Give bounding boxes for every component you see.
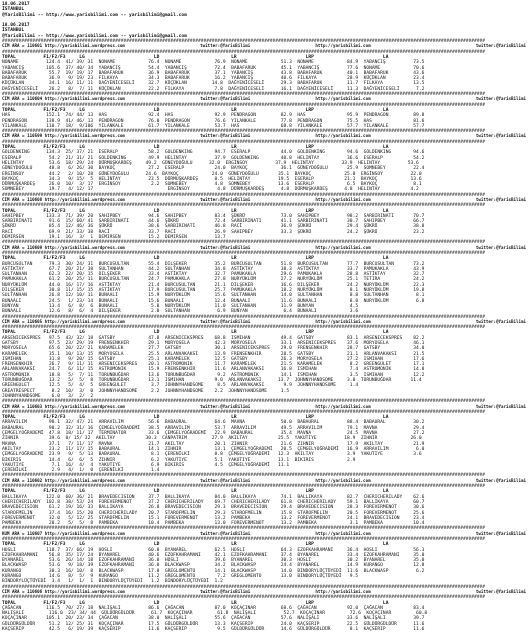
header-contact: @YarisBilimi -- http://www.yarisbilimi.com -- yarisbilimi@gmail.com [2, 12, 187, 18]
table-row: ZIHNIR 39.6 8/ 15/ 32 AKILTAY 30.3 CANPATRIM 27.9 AKILTAY 25.5 YAKUTIYE 18.9 ZIHNIR 26.0 [2, 436, 422, 442]
race-block [2, 399, 527, 473]
race-title: CIM ARA = 110608 http://yarisbilimi.wordpress.com twitter:@YarisBilimi http://yarisbilimi.com twitter:@YarisBilimi [2, 197, 527, 203]
table-row: GÜNEYDOĞULU 48.8 6/ 26/ 30 BAYKOÇ 27.2 ESERALP 24.0 BAYKOÇ 36.1 GÜNEYDOĞULU 25.9 SOMNEBEY 22.4 [2, 166, 425, 172]
table-row: MAVNA 37.1 7/ 11/ 17 MAVNA 21.7 AKILTAY 20.1 ZIHNIR 21.6 ZIHNIR 17.9 AKILTAY 21.9 [2, 441, 425, 447]
subheader-contact: @YarisBilimi -- http://www.yarisbilimi.com -- yarisbilimi@gmail.com [2, 33, 187, 39]
table-row: SOMNEBEY 19.7 4/ 12/ 17 ERGİNSOY 4.8 DÜRMUŞKARDEŞ 4.8 DÜRMUŞKARDEŞ 4.8 HELINTAY 4.2 [2, 187, 419, 193]
table-row: ŞÜKRÜ 85.4 12/ 46/ 36 ŞÜKRÜ 38.6 SARBIRINATI 46.8 RACİ 36.9 ŞÜKRÜ 29.4 ŞÜKRÜ 38.8 [2, 224, 425, 230]
table-row: KÜÇÜKLAN 34.1 16/ 11/ 11 DAĞYENİCESELİ 32.7 KÜÇÜKLAN 14.8 DAĞYENİCESELİ 29.3 BABAFARUK 11.7 FILKAYA 13.5 [2, 81, 425, 87]
table-row: BINDORYLÜÇTÜYEDİ 3.4 1/ 1/ 1 BINDORYLÜÇTÜYEDİ 1.2 BINDORYLÜÇTÜYEDİ 1.2 [2, 579, 223, 585]
table-row: BABAFARUK 55.7 19/ 19/ 17 BABAFARUK 36.9 BABAFARUK 37.1 YABANCIŞ 43.8 BABAFARUK 40.1 BABAFARUK 43.6 [2, 70, 425, 76]
column-headers: TOPAL F1/F2/F3 LG LD LR LRP LA [2, 145, 389, 151]
table-row: SULTANHAN 62.3 22/ 20/ 15 DILŞEKER 33.4 ASTİKTAY 32.7 PAMUKAKLA 29.6 PAMUKAKLA 28.8 ASTİKTAY 32.7 [2, 272, 425, 278]
table-row: SAHIPBEY 133.3 71/ 39/ 20 SAHIPBEY 94.6 SAHIPBEY 83.4 ŞÜKRÜ 73.0 SAHIPBEY 98.2 SARBIRINATI 70.7 [2, 213, 425, 219]
table-row: ÇEMGELYOĞRADEMİ 47.8 18/ 11/ 17 TERMINATOR 33.6 ÇEMGELYOĞRADEMİ 22.9 BABAURAL 35.4 MAVNA 24.5 MAVNA 27.2 [2, 431, 425, 437]
separator-line: ############################################################################################################################################################################### [2, 240, 486, 246]
table-row: PENDRAGON 138.9 41/ 46/ 13 PENDRAGON 76.0 PENDRAGON 76.6 YILANKALE 77.8 PENDRAGON 75.5 HAS 81.6 [2, 118, 425, 124]
race-title: CIM ARA = 110609 http://yarisbilimi.wordpress.com twitter:@YarisBilimi http://yarisbilimi.com twitter:@YarisBilimi [2, 245, 527, 251]
column-headers: TOPAL F1/F2/F3 LG LD LR LRP LA [2, 600, 389, 606]
table-row: YAKUTIYE 7.1 16/ 4/ 4 YAKUTIYE 6.9 BIKIRIS 4.5 ÇEMGELYOĞRADEMİ 11.1 [2, 462, 290, 468]
table-row: DILŞEKER 30.8 11/ 15/ 15 ASTİKTAY 17.9 BURCUSULTAN 25.7 PAMUKAKLA 18.2 NURYÜKLÜM 8.1 NURYÜKLÜM 19.8 [2, 288, 425, 294]
table-row: MORYOSELA 65.6 20/ 22/ 21 KARAMELEK 27.7 GATSBY 30.1 ARSENICEKSPRES 29.0 FRENSENKHIR 28.7 GATSBY 34.0 [2, 346, 425, 352]
table-row: KARAMELEK 35.1 10/ 13/ 15 MORYOSELA 25.5 ARLANVAKAKSI 13.9 FRENSENKHIR 28.5 GATSBY 21.1 ARLANVAKAKSI 21.5 [2, 351, 425, 357]
results-document [2, 2, 527, 632]
separator-line: ############################################################################################################################################################################### [2, 314, 486, 320]
table-row: ERGİNSOY 44.2 2/ 10/ 28 GÜNEYDOĞULU 24.6 BAYKOÇ 24.0 GÜNEYDOĞULU 35.1 BAYKOÇ 25.0 ERGİNSOY 22.0 [2, 171, 422, 177]
race-block [2, 473, 527, 526]
table-row: GREENGULET 12.5 5/ 4/ 5 GREENGULET 3.7 JOHNNYHANDSOME 8.5 ARLANVAKAKSI 9.9 JOHNNYHANDSOME 1.4 [2, 383, 359, 389]
table-row: DÜRMUŞKARDEŞ 26.0 10/ 3/ 17 ERGİNSOY 2.2 SOMNEBEY 4.8 SOMNEBEY 13.6 ESERALP 6.5 BAYKOÇ 8.1 [2, 182, 422, 188]
column-headers: TOPAL F1/F2/F3 LG LD LR LRP LA [2, 489, 389, 495]
table-row: JOHNNYHANDSOME 6.0 3/ 2/ 2 [2, 393, 94, 399]
table-row: GATSBY 97.5 23/ 29/ 19 FRENSENKHIR 29.1 MORYOSELA 42.3 MORYOSELA 33.1 ARSENICEKSPRES 37.6 MORYOSELA 46.1 [2, 341, 425, 346]
separator-line: ############################################################################################################################################################################### [2, 409, 486, 415]
table-row: ARLANVAKAKSI 24.7 6/ 11/ 15 ASTROMONIK 15.9 FRENSENKHIR 11.6 ARLANVAKAKSI 16.8 ISMIHAN 7.4 ASTROMONIK 14.8 [2, 367, 425, 373]
table-row: NALIŞALI 116.0 23/ 34/ 44 GÜLDÜRGÜLDÜR 61.7 KOÇAÇINAR 61.8 NALIŞALI 52.7 KOÇAÇINAR 72.6 KOÇAÇINAR 60.8 [2, 611, 428, 617]
table-row: GREATRESPECT 8.2 10/ 3/ 0 JOHNNYHANDSOME 2.2 JOHNNYHANDSOME 2.2 JOHNNYHANDSOME 1.5 [2, 388, 290, 394]
header-city: İSTANBUL [2, 7, 25, 13]
table-row: BABAFARUK 36.9 9/ 19/ 23 FILKAYA 34.3 BABAFARUK 16.2 YABANCIŞ 40.6 FILKAYA 28.9 KÜÇÜKLAN 23.4 [2, 76, 425, 82]
table-row: YILANKALE 110.7 18/ 9/106 YILANKALE 61.7 YILANKALE 53.7 HAS 68.8 YILANKALE 57.7 YILANKALE 57.7 [2, 123, 425, 129]
race-block [2, 129, 527, 193]
table-row: GOLDENKING 134.3 25/ 37/ 21 ESERALP 58.2 GOLDENKING 94.7 ESERALP 44.0 GOLDENKING 94.6 GOLDENKING 94.6 [2, 150, 425, 156]
table-row: ARRAVILIM 90.1 32/ 47/ 21 ARRAVILIM 56.6 BABAURAL 64.6 MAVNA 50.0 BABAURAL 88.4 BABAURAL 30.2 [2, 420, 425, 426]
column-headers: TOPAL F1/F2/F3 LG LD LR LRP LA [2, 208, 389, 214]
table-row: BURCUSULTAN 79.3 30/ 24/ 31 BURCUSULTAN 55.4 DILŞEKER 35.2 BURCUSULTAN 51.8 BURCUSULTAN 77.7 BURCUSULTAN 73.2 [2, 261, 425, 267]
table-row: RACİ 69.9 21/ 33/ 38 RACİ 33.7 RACİ 26.9 SAHIPBEY 33.3 ŞÜKRÜ 24.2 ŞÜKRÜ 23.2 [2, 229, 425, 235]
column-headers: TOPAL F1/F2/F3 LG LD LR LRP LA [2, 107, 389, 113]
separator-line: ############################################################################################################################################################################### [2, 526, 486, 532]
table-row: BAYKOÇ 34.3 9/ 15/ 5 HELINTAY 23.5 DÜRMUŞKARDEŞ 8.5 HELINTAY 19.5 ESERALP 21.1 BAYKOÇ 13.6 [2, 176, 422, 182]
table-row: ÇAĞACAN 116.5 70/ 27/ 18 NALIŞALI 86.6 ÇAĞACAN 87.0 KOÇAÇINAR 68.6 ÇAĞACAN 92.0 ÇAĞACAN 83.4 [2, 605, 425, 611]
separator-line: ############################################################################################################################################################################### [2, 92, 486, 98]
race-block [2, 193, 527, 241]
table-row: ISMIHAN 31.8 9/ 20/ 15 GATSBY 25.1 KARAMELEK 12.5 GATSBY 26.3 MORYOSELA 27.2 ISMIHAN 17.6 [2, 356, 425, 362]
column-headers: TOPAL F1/F2/F3 LG LD LR LRP LA [2, 54, 389, 60]
table-row: EZOFKAHRAMANI 56.8 35/ 17/ 24 BYANAREL 40.6 EZOFKAHRAMANI 42.1 EZOFKAHRAMANI 37.4 BYANAREL 33.4 EZOFKAHRAMANI 35.0 [2, 552, 425, 558]
separator-line: ############################################################################################################################################################################### [2, 39, 486, 45]
race-block [2, 526, 527, 584]
table-row: BABAURAL 90.2 32/ 31/ 16 ÇEMGELYOĞRADEMİ 38.5 ARRAVILIM 53.7 ARRAVILIM 49.5 ARRAVILIM 79.1 MAVNA 29.4 [2, 425, 425, 431]
table-row: BUNAALI 12.6 8/ 6/ 4 DILŞEKER 2.0 SULTANHAN 6.9 BUNYAN 6.4 BUNAALI 3.6 [2, 309, 359, 315]
separator-line: ############################################################################################################################################################################### [2, 484, 486, 490]
table-row: AKILTAY 23.2 11/ 17/ 15 BABAURAL 14.1 ZIHNIR 13.1 ÇEMGELYOĞRADEMİ 20.5 ÇEMGELYOĞRADEMİ 16.9 ARRAVILIM 6.0 [2, 446, 425, 452]
table-row: SARBIRINATI 91.6 15/ 60/ 41 SARBIRINATI 44.6 ŞÜKRÜ 72.4 SARBIRINATI 41.1 SARBIRINATI 30.7 SAHIPBEY 66.7 [2, 219, 425, 225]
table-row: CHERICHERILADY 102.8 38/ 53/ 24 FOREVERMENOT 37.2 CHERICHERILADY 69.7 CHERICHERILADY 61.8 CHERICHERILADY 59.1 BALLIKAYA 60.7 [2, 499, 425, 505]
race-title: KUM ARA = 110607 http://yarisbilimi.wordpress.com twitter:@YarisBilimi http://yarisbilimi.com twitter:@YarisBilimi [2, 531, 527, 537]
separator-line: ############################################################################################################################################################################### [2, 192, 486, 198]
race-block [2, 39, 527, 92]
table-row: KAÇSERIP 42.5 6/ 19/ 39 KAÇSERIP 11.6 KAÇSERIP 9.5 GÜLDÜRGÜLDÜR 14.6 GÜLDÜRGÜLDÜR 8.1 KAÇSERIP 11.6 [2, 627, 425, 632]
separator-line: ############################################################################################################################################################################### [2, 102, 486, 108]
separator-line: ############################################################################################################################################################################### [2, 595, 486, 601]
separator-line: ############################################################################################################################################################################### [2, 325, 486, 331]
subheader-date: 18.06.2017 [2, 23, 30, 29]
table-row: ÇERENİLKİ 2.9 4/ 1/ 0 ÇERENİLKİ 1.4 [2, 468, 160, 474]
separator-line: ############################################################################################################################################################################### [2, 49, 486, 55]
race-tables [2, 39, 527, 632]
separator-line: ############################################################################################################################################################################### [2, 250, 486, 256]
subheader-city: İSTANBUL [2, 28, 25, 34]
table-row: BYANAREL 53.6 26/ 14/ 18 EZOFKAHRAMANI 36.0 HOSLI 39.6 BYANAREL 30.3 HOSLI 30.2 BYANAREL 35.0 [2, 558, 425, 564]
table-row: DAĞYENİCESELİ 26.2 8/ 7/ 11 KÜÇÜKLAN 22.2 FILKAYA 7.8 DAĞYENİCESELİ 16.1 DAĞYENİCESELİ 11.3 DAĞYENİCESELİ 7.2 [2, 86, 425, 92]
table-row: BALLIKAYA 122.0 60/ 36/ 21 BRAVEDECISION 37.7 BALLIKAYA 84.0 BALLIKAYA 74.1 BALLIKAYA 82.7 CHERICHERILADY 62.6 [2, 494, 425, 500]
race-title: CIM ARA = 110606 http://yarisbilimi.wordpress.com twitter:@YarisBilimi http://yarisbilimi.com twitter:@YarisBilimi [2, 589, 527, 595]
table-row: ASTİKTAY 67.7 20/ 21/ 38 SULTANHAN 44.2 SULTANHAN 34.8 ASTİKTAY 38.3 ASTİKTAY 33.7 PAMUKAKLA 43.9 [2, 266, 425, 272]
column-headers: TOPAL F1/F2/F3 LG LD LR LRP LA [2, 415, 389, 421]
table-row: HOSLI 110.7 37/ 66/ 19 HOSLI 60.8 BYANAREL 62.5 HOSLI 64.3 EZOFKAHRAMANI 36.4 HOSLI 56.3 [2, 547, 425, 553]
column-headers: TOPAL F1/F2/F3 LG LD LR LRP LA [2, 542, 389, 548]
table-row: ESERALP 54.2 21/ 31/ 21 GOLDENKING 49.9 HELINTAY 37.9 GOLDENKING 40.8 HELINTAY 36.6 ESERALP 54.2 [2, 155, 425, 161]
race-title: CIM ARA = 110604 http://yarisbilimi.wordpress.com twitter:@YarisBilimi http://yarisbilimi.com twitter:@YarisBilimi [2, 97, 527, 103]
separator-line: ############################################################################################################################################################################### [2, 129, 486, 135]
separator-line: ############################################################################################################################################################################### [2, 139, 486, 145]
table-row: BLACKWASP 53.6 9/ 18/ 39 EZOFKAHRAMANI 36.0 BLACKWASP 34.2 BLACKWASP 24.4 BYANAREL 14.9 KURANGO 12.8 [2, 563, 425, 569]
separator-line: ############################################################################################################################################################################### [2, 536, 486, 542]
race-title: CIM ARA = 110599 http://yarisbilimi.wordpress.com twitter:@YarisBilimi http://yarisbilimi.com twitter:@YarisBilimi [2, 134, 527, 140]
table-row: ARSENICEKSPRES 97.5 43/ 32/ 18 GATSBY 47.8 ARSENICEKSPRES 68.8 ISMIHAN 49.4 GATSBY 83.1 ARSENICEKSPRES 82.2 [2, 335, 425, 341]
race-title: CIM ARA = 110601 http://yarisbilimi.wordpress.com twitter:@YarisBilimi http://yarisbilimi.com twitter:@YarisBilimi [2, 44, 527, 50]
table-row: HELINTAY 53.6 18/ 29/ 24 DÜRMUŞKARDEŞ 49.2 GÜNEYDOĞULU 32.0 ERGİNSOY 37.9 HELINTAY 33.9 HELINTAY 53.6 [2, 160, 419, 166]
separator-line: ############################################################################################################################################################################### [2, 399, 486, 405]
separator-line: ############################################################################################################################################################################### [2, 203, 486, 209]
table-row: FRENSENKHIR 26.7 9/ 11/ 11 ARSENICEKSPRES 20.1 ASTROMONIK 11.7 KARAMELEK 21.5 KARAMELEK 8.2 GREENGULET 17.1 [2, 362, 425, 368]
table-row: BIKIRIS 14.4 6/ 6/ 5 ZIHNIR 6.2 YAKUTIYE 5.1 YAKUTIYE 13.1 BIKIRIS 2.9 [2, 457, 356, 463]
table-row: DEMIRSEN 19.1 16/ 3/ 1 DEMIRSEN 15.2 DEMIRSEN 13.7 [2, 235, 226, 241]
table-row: FOREVERMENOT 32.0 5/ 12/ 25 STAROFMELIN 15.1 FOREVERMENOT 13.2 PAMBEKA 13.2 FOREVERMENOT 24.1 BRAVEDECISION 23.4 [2, 515, 425, 521]
table-row: NONAME 124.4 41/ 39/ 31 NONAME 76.4 NONAME 76.9 NONAME 51.3 NONAME 84.9 YABANCIŞ 73.5 [2, 60, 425, 66]
table-row: BUNYAN 13.4 6/ 8/ 6 BUNAALI 5.8 NURYÜKLÜM 11.0 SULTANHAN 11.9 BUNYAN 4.5 [2, 303, 359, 309]
table-row: HAS 152.1 74/ 44/ 13 HAS 92.4 HAS 92.9 PENDRAGON 82.9 HAS 95.9 PENDRAGON 89.8 [2, 113, 425, 119]
table-row: NURYÜKLÜM 44.0 16/ 17/ 16 ASTİKTAY 21.4 BURCUSULTAN 21.1 DILŞEKER 16.6 DILŞEKER 24.2 NURYÜKLÜM 22.3 [2, 282, 425, 288]
race-block [2, 240, 527, 314]
header-date: 18.06.2017 [2, 2, 30, 7]
separator-line: ############################################################################################################################################################################### [2, 473, 486, 479]
table-row: BUNAALI 24.5 1/ 23/ 14 BUNAALI 15.6 BUNAALI 12.4 BUNAALI 11.6 BUNAALI 8.0 NURYÜKLÜM 6.8 [2, 298, 425, 304]
table-row: KURANGO 30.3 16/ 10/ 8 BLACKWASP 17.0 GREGLOMENTO 14.1 BLACKWASP 14.0 BINDORYLÜÇTÜYEDİ 11.6 BLACKWASP 6.2 [2, 568, 425, 574]
race-title: CIM ARA = 110605 http://yarisbilimi.wordpress.com twitter:@YarisBilimi http://yarisbilimi.com twitter:@YarisBilimi [2, 319, 527, 325]
separator-line: ############################################################################################################################################################################### [2, 584, 486, 590]
race-block [2, 92, 527, 129]
table-row: GÜLDÜRGÜLDÜR 51.2 12/ 25/ 31 KOÇAÇINAR 17.5 GÜLDÜRGÜLDÜR 13.3 KAÇSERIP 24.0 KAÇSERIP 22.5 GÜLDÜRGÜLDÜR 11.6 [2, 621, 425, 627]
race-block [2, 315, 527, 400]
table-row: STAROFMELIN 37.4 16/ 15/ 20 CHERICHERILADY 20.7 STAROFMELIN 29.3 STAROFMELIN 15.8 STAROFMELIN 20.5 FOREVERMENOT 25.6 [2, 510, 425, 516]
table-row: YABANCIŞ 105.6 37/ 40/ 34 YABANCIŞ 54.4 YABANCIŞ 72.4 BABAFARUK 45.1 YABANCIŞ 77.6 NONAME 70.6 [2, 65, 425, 71]
column-headers: TOPAL F1/F2/F3 LG LD LR LRP LA [2, 256, 389, 262]
table-row: BRAVEDECISION 61.2 19/ 16/ 33 BALLIKAYA 26.8 BRAVEDECISION 29.3 BRAVEDECISION 29.4 BRAVEDECISION 28.3 FOREVERMENOT 30.6 [2, 505, 425, 511]
table-row: SULTANHAN 26.8 12/ 10/ 11 BUNAALI 15.9 NURYÜKLÜM 15.6 SULTANHAN 14.0 SULTANHAN 8.8 SULTANHAN 8.1 [2, 293, 425, 299]
table-row: KOÇAÇINAR 105.1 20/ 23/ 34 ÇAĞACAN 38.0 NALIŞALI 55.6 ÇAĞACAN 57.6 NALIŞALI 33.6 NALIŞALI 39.7 [2, 616, 425, 622]
table-row: ÇEMGELYOĞRADEMİ 23.9 9/ 5/ 13 BABAURAL 8.1 ÇERENİLKİ 8.8 ÇEMGELYOĞRADEMİ 12.3 AKILTAY 3.9 YAKUTIYE 3.6 [2, 452, 422, 458]
table-row: ASTROMONIK 18.8 5/ 7/ 11 TORUNBUĞDAR 13.6 TORUNBUĞDAR 9.2 ASTROMONIK 14.1 ISMIHAN 3.5 ISMIHAN 12.2 [2, 372, 425, 378]
race-title: CIM ARA = 110602 http://yarisbilimi.wordpress.com twitter:@YarisBilimi http://yarisbilimi.com twitter:@YarisBilimi [2, 478, 527, 484]
race-block [2, 585, 527, 632]
table-row: PAMUKAKLA 61.2 20/ 25/ 11 BURCUSULTAN 24.7 PAMUKAKLA 27.8 NURYÜKLÜM 27.2 NURYÜKLÜM 25.1 TETIRA 24.2 [2, 277, 425, 283]
column-headers: TOPAL F1/F2/F3 LG LD LR LRP LA [2, 330, 389, 336]
race-title: CIM ARA = 110603 http://yarisbilimi.wordpress.com twitter:@YarisBilimi http://yarisbilimi.com twitter:@YarisBilimi [2, 404, 527, 410]
document-header [2, 2, 527, 39]
table-row: TORUNBUĞDAR 13.2 5/ 5/ 8 TORUNBUĞDAR 13.1 ISMIHAN 9.0 ARLANVAKAKSI 13.7 JOHNNYHANDSOME 3.0 TORUNBUĞDAR 11.4 [2, 378, 422, 384]
table-row: PAMBEKA 20.2 5/ 5/ 8 PAMBEKA 10.4 PAMBEKA 13.0 FOREVERMENOT 13.2 PAMBEKA 3.1 PAMBEKA 10.4 [2, 521, 425, 527]
table-row: KURANGO 14.6 8/ 5/ 9 KURANGO 11.2 GREGLOMENTO 7.2 GREGLOMENTO 13.0 BINDORYLÜÇTÜYEDİ 9.5 [2, 574, 359, 580]
